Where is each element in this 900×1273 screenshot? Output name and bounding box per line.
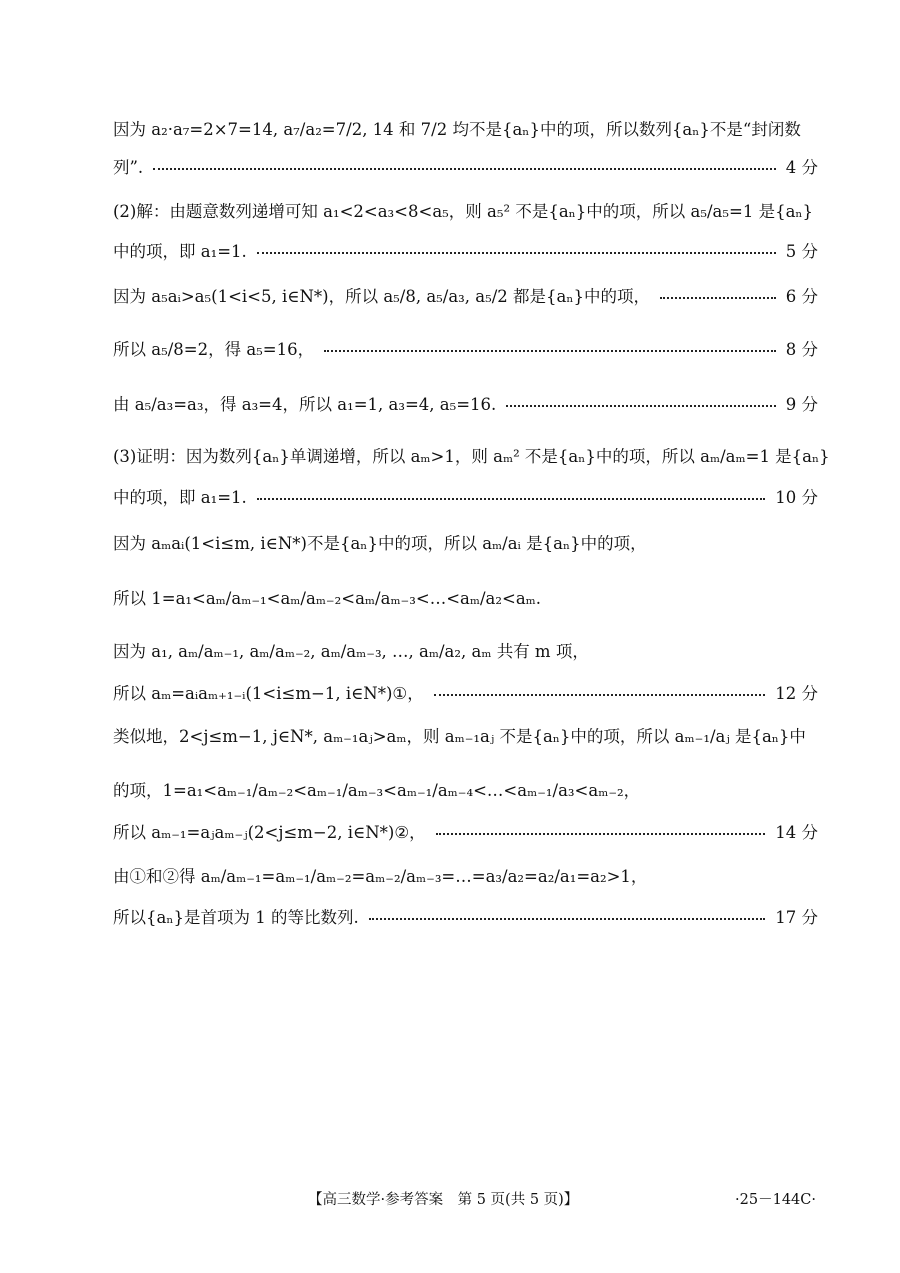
score-label: 4 分 <box>785 158 818 177</box>
line-text: 所以 aₘ₋₁=aⱼaₘ₋ⱼ(2<j≤m−2, i∈N*)②， <box>113 823 426 842</box>
dot-leader <box>436 833 766 835</box>
solution-line-3 <box>113 198 818 222</box>
dot-leader <box>506 405 775 407</box>
dot-leader <box>257 252 776 254</box>
score-label: 5 分 <box>785 242 818 261</box>
solution-line-6 <box>113 336 818 360</box>
solution-line-18 <box>113 904 818 928</box>
solution-line-12 <box>113 638 818 662</box>
line-text: 列”. <box>113 158 144 177</box>
line-text: (3)证明：因为数列{aₙ}单调递增，所以 aₘ>1，则 aₘ² 不是{aₙ}中的项，所以 aₘ/aₘ=1 是{aₙ} <box>113 447 830 466</box>
solution-line-17 <box>113 863 818 887</box>
score-label: 6 分 <box>785 287 818 306</box>
line-text: (2)解：由题意数列递增可知 a₁<2<a₃<8<a₅，则 a₅² 不是{aₙ}中的项，所以 a₅/a₅=1 是{aₙ} <box>113 202 814 221</box>
score-label: 8 分 <box>785 340 818 359</box>
line-text: 类似地，2<j≤m−1, j∈N*, aₘ₋₁aⱼ>aₘ，则 aₘ₋₁aⱼ 不是{aₙ}中的项，所以 aₘ₋₁/aⱼ 是{aₙ}中 <box>113 727 806 746</box>
solution-line-7 <box>113 391 818 415</box>
solution-line-1 <box>113 116 818 140</box>
line-text: 所以 aₘ=aᵢaₘ₊₁₋ᵢ(1<i≤m−1, i∈N*)①， <box>113 684 424 703</box>
line-text: 中的项，即 a₁=1. <box>113 488 247 507</box>
score-label: 10 分 <box>775 488 818 507</box>
line-text: 由①和②得 aₘ/aₘ₋₁=aₘ₋₁/aₘ₋₂=aₘ₋₂/aₘ₋₃=…=a₃/a₂=a₂/a₁=a₂>1， <box>113 867 648 886</box>
line-text: 所以 1=a₁<aₘ/aₘ₋₁<aₘ/aₘ₋₂<aₘ/aₘ₋₃<…<aₘ/a₂<aₘ. <box>113 589 542 608</box>
dot-leader <box>660 297 776 299</box>
dot-leader <box>257 498 765 500</box>
page-footer-code: ·25－144C· <box>735 1192 816 1208</box>
dot-leader <box>153 168 776 170</box>
line-text: 因为 a₂·a₇=2×7=14, a₇/a₂=7/2, 14 和 7/2 均不是{aₙ}中的项，所以数列{aₙ}不是“封闭数 <box>113 120 801 139</box>
score-label: 12 分 <box>775 684 818 703</box>
page-footer-title: 【高三数学·参考答案 第 5 页(共 5 页)】 <box>308 1192 579 1208</box>
line-text: 的项，1=a₁<aₘ₋₁/aₘ₋₂<aₘ₋₁/aₘ₋₃<aₘ₋₁/aₘ₋₄<…<aₘ₋₁/a₃<aₘ₋₂， <box>113 781 641 800</box>
line-text: 所以{aₙ}是首项为 1 的等比数列. <box>113 908 359 927</box>
score-label: 14 分 <box>775 823 818 842</box>
line-text: 由 a₅/a₃=a₃，得 a₃=4，所以 a₁=1, a₃=4, a₅=16. <box>113 395 497 414</box>
solution-line-4 <box>113 238 818 262</box>
solution-line-14 <box>113 723 818 747</box>
line-text: 因为 aₘaᵢ(1<i≤m, i∈N*)不是{aₙ}中的项，所以 aₘ/aᵢ 是{aₙ}中的项， <box>113 534 647 553</box>
solution-line-2 <box>113 154 818 178</box>
solution-line-10 <box>113 530 818 554</box>
line-text: 中的项，即 a₁=1. <box>113 242 247 261</box>
score-label: 9 分 <box>785 395 818 414</box>
dot-leader <box>369 918 766 920</box>
dot-leader <box>324 350 776 352</box>
solution-line-5 <box>113 283 818 307</box>
dot-leader <box>434 694 766 696</box>
solution-line-15 <box>113 777 818 801</box>
line-text: 因为 a₁, aₘ/aₘ₋₁, aₘ/aₘ₋₂, aₘ/aₘ₋₃, …, aₘ/a₂, aₘ 共有 m 项， <box>113 642 589 661</box>
solution-line-9 <box>113 484 818 508</box>
line-text: 因为 a₅aᵢ>a₅(1<i<5, i∈N*)，所以 a₅/8, a₅/a₃, a₅/2 都是{aₙ}中的项， <box>113 287 651 306</box>
solution-line-8 <box>113 443 830 467</box>
solution-line-16 <box>113 819 818 843</box>
solution-line-11 <box>113 585 818 609</box>
score-label: 17 分 <box>775 908 818 927</box>
line-text: 所以 a₅/8=2，得 a₅=16， <box>113 340 315 359</box>
solution-line-13 <box>113 680 818 704</box>
